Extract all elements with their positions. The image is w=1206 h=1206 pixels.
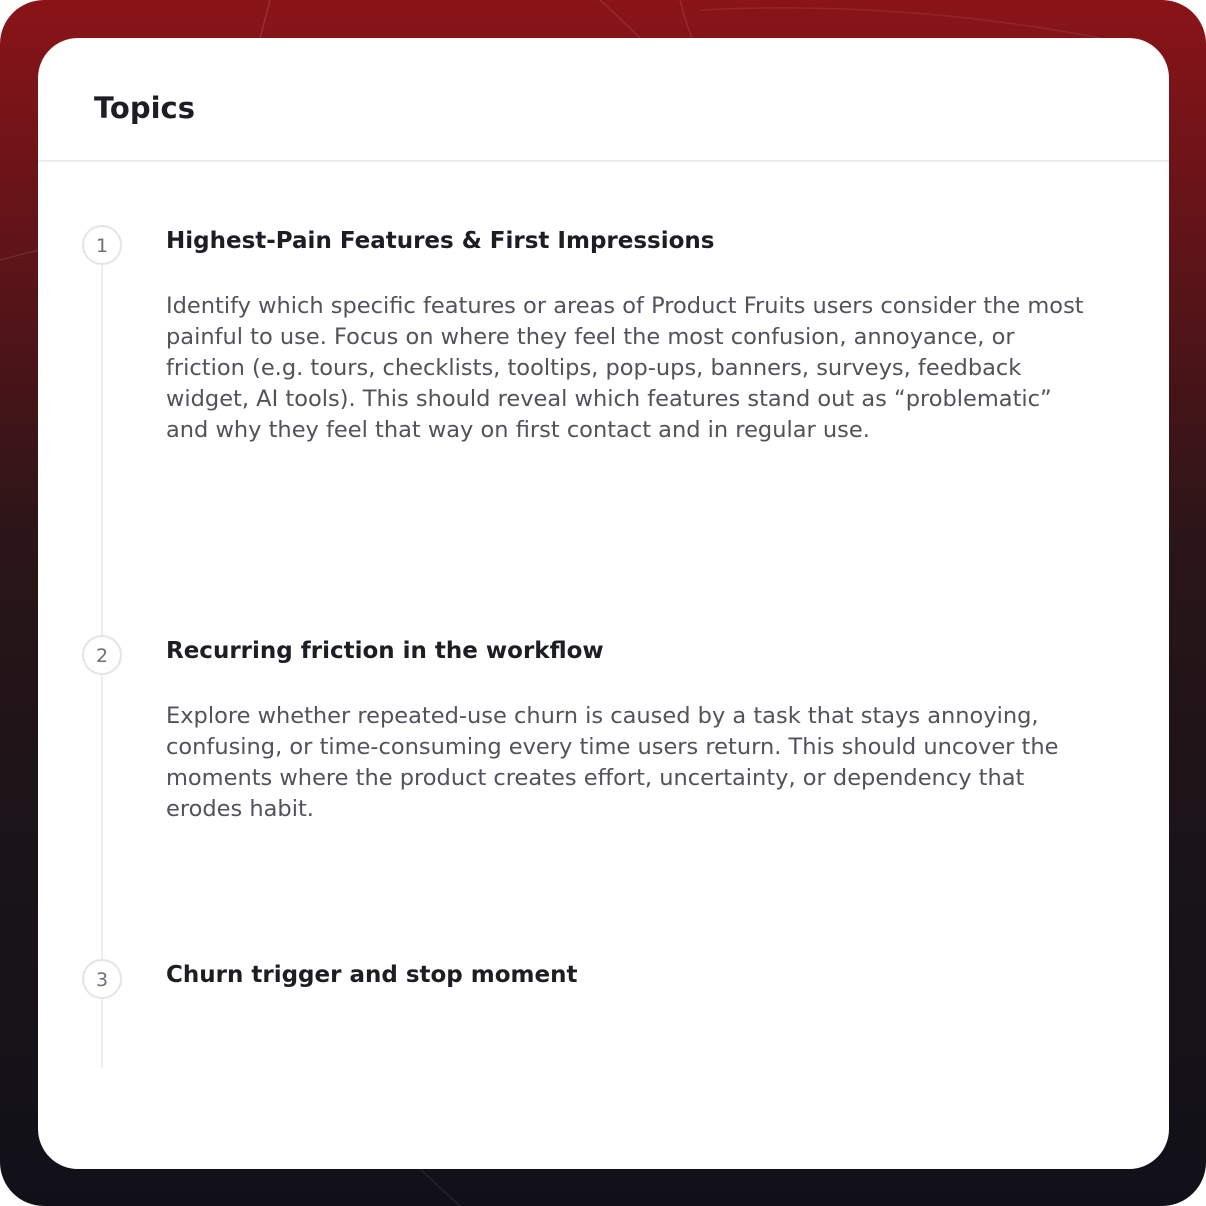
topic-description: Explore whether repeated-use churn is caused by a task that stays annoying, confusing, or time-consuming every time users return. This should uncover the moments where the product creates effort, uncertainty, or dependency that erodes habit. (166, 703, 1059, 822)
topic-number-badge: 3 (82, 959, 122, 999)
topic-title: Recurring friction in the workflow (166, 638, 604, 664)
topic-description: Identify which specific features or areas of Product Fruits users consider the most painful to use. Focus on where they feel the most confusion, annoyance, or friction (e.g. tours, checklists, tooltips, pop-ups, banners, surveys, feedback widget, AI tools). This should reveal which features stand out as “problematic” and why they feel that way on first contact and in regular use. (166, 293, 1084, 443)
topic-title: Churn trigger and stop moment (166, 962, 578, 988)
topics-card (38, 38, 1169, 1169)
page-title: Topics (94, 91, 196, 125)
card-header (38, 38, 1169, 162)
topic-number-badge: 2 (82, 635, 122, 675)
topic-number-badge: 1 (82, 225, 122, 265)
topic-title: Highest-Pain Features & First Impressions (166, 228, 715, 254)
